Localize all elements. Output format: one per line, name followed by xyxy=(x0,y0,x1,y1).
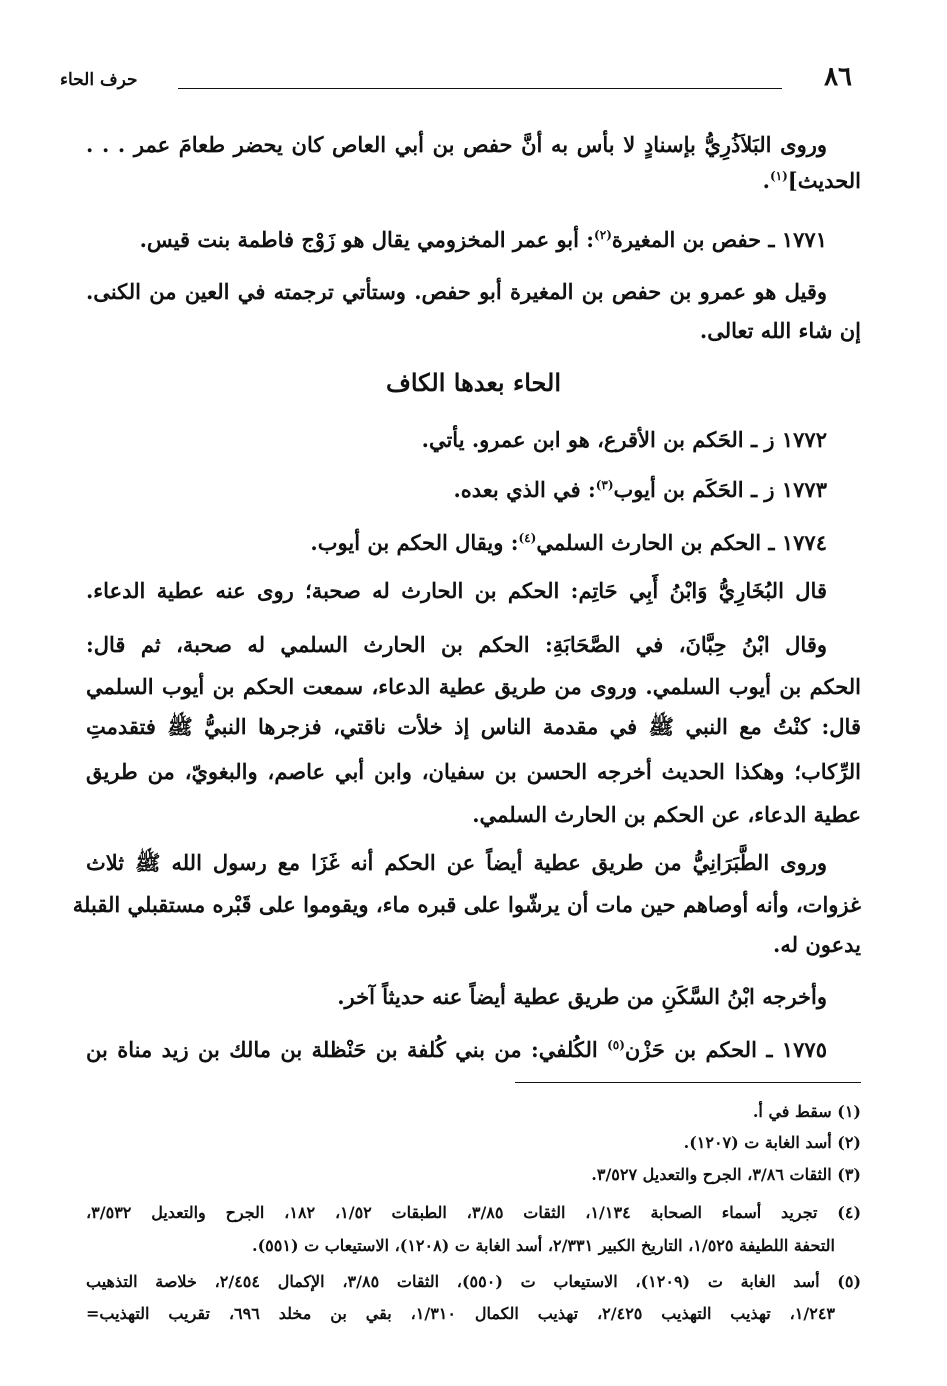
footnote-2: (٢) أسد الغابة ت (١٢٠٧). xyxy=(683,1133,861,1152)
entry-1775 xyxy=(86,1035,827,1065)
entry-text: : ويقال الحكم بن أيوب. xyxy=(310,530,519,555)
entry-1772: ١٧٧٢ ز ـ الحَكم بن الأقرع، هو ابن عمرو. يأتي. xyxy=(421,427,827,452)
footnote-ref: (٣) xyxy=(595,478,614,492)
section-title: الحاء بعدها الكاف xyxy=(385,368,562,397)
text-span: . xyxy=(762,168,770,193)
paragraph-line: وروى الطَّبَرَانِيُّ من طريق عطية أيضاً عن الحكم أنه غَزَا مع رسول الله ﷺ ثلاث xyxy=(86,850,827,875)
entry-1774 xyxy=(86,528,827,558)
text-span: الحديث] xyxy=(787,168,861,193)
entry-text: : في الذي بعده. xyxy=(453,477,596,502)
paragraph-line: الرِّكاب؛ وهكذا الحديث أخرجه الحسن بن سفيان، وابن أبي عاصم، والبغويّ، من طريق xyxy=(86,759,861,784)
footnote-1: (١) سقط في أ. xyxy=(752,1102,861,1121)
footnote-ref: (٢) xyxy=(594,228,612,242)
header-rule xyxy=(178,88,782,89)
paragraph-line: وروى البَلاَذُرِيُّ بإسنادٍ لا بأس به أنَّ حفص بن أبي العاص كان يحضر طعامَ عمر . . . xyxy=(86,132,827,157)
footnote-rule xyxy=(515,1082,861,1083)
entry-1771 xyxy=(86,225,827,255)
paragraph-line: قال: كنْتُ مع النبي ﷺ في مقدمة الناس إذ خلأت ناقتي، فزجرها النبيُّ ﷺ فتقدمتِ xyxy=(86,714,861,739)
footnote-4-cont: التحفة اللطيفة ١/٥٢٥، التاريخ الكبير ٢/٣٣١، أسد الغابة ت (١٢٠٨)، الاستيعاب ت (٥٥١). xyxy=(252,1236,835,1255)
entry-text: : أبو عمر المخزومي يقال هو زَوْج فاطمة بنت قيس. xyxy=(139,227,595,252)
paragraph-line: إن شاء الله تعالى. xyxy=(699,318,861,343)
paragraph-line: وقال ابْنُ حِبَّانَ، في الصَّحَابَةِ: الحكم بن الحارث السلمي له صحبة، ثم قال: xyxy=(86,632,827,657)
paragraph-line: وقيل هو عمرو بن حفص بن المغيرة أبو حفص. وستأتي ترجمته في العين من الكنى. xyxy=(86,279,827,304)
footnote-ref: (٥) xyxy=(607,1038,625,1052)
entry-head: ١٧٧٤ ـ الحكم بن الحارث السلمي xyxy=(536,530,827,555)
paragraph-line: قال البُخَارِيُّ وَابْنُ أَبِي حَاتِم: الحكم بن الحارث له صحبة؛ روى عنه عطية الدعاء. xyxy=(86,578,827,603)
footnote-4: (٤) تجريد أسماء الصحابة ١/١٣٤، الثقات ٣/٨٥، الطبقات ١/٥٢، ١٨٢، الجرح والتعديل ٣/٥٣٢، xyxy=(86,1203,862,1222)
page-header xyxy=(60,62,852,98)
paragraph-line: عطية الدعاء، عن الحكم بن الحارث السلمي. xyxy=(472,802,861,827)
entry-head: ١٧٧٥ ـ الحكم بن حَزْن xyxy=(624,1037,827,1062)
paragraph-line: غزوات، وأنه أوصاهم حين مات أن يرشّوا على قبره ماء، ويقوموا على قَبْره مستقبلي القبلة xyxy=(72,892,861,917)
footnote-5-cont: ١/٢٤٣، تهذيب التهذيب ٢/٤٢٥، تهذيب الكمال ١/٣١٠، بقي بن مخلد ٦٩٦، تقريب التهذيب= xyxy=(86,1304,835,1323)
entry-head: ١٧٧٣ ز ـ الحَكَم بن أيوب xyxy=(613,477,827,502)
entry-name: حفص بن المغيرة xyxy=(611,227,762,252)
footnote-ref: (١) xyxy=(769,169,788,183)
footnote-3: (٣) الثقات ٣/٨٦، الجرح والتعديل ٣/٥٢٧. xyxy=(591,1165,861,1184)
footnote-ref: (٤) xyxy=(518,531,537,545)
footnote-5: (٥) أسد الغابة ت (١٢٠٩)، الاستيعاب ت (٥٥٠)، الثقات ٣/٨٥، الإكمال ٢/٤٥٤، خلاصة التذهيب xyxy=(86,1272,862,1291)
paragraph-line xyxy=(86,166,861,196)
paragraph-line: وأخرجه ابْنُ السَّكَنِ من طريق عطية أيضاً عنه حديثاً آخر. xyxy=(337,984,827,1009)
paragraph-line: الحكم بن أيوب السلمي. وروى من طريق عطية الدعاء، سمعت الحكم بن أيوب السلمي xyxy=(86,674,861,699)
entry-nisba: الكُلفي xyxy=(538,1037,598,1062)
entry-text: : من بني كُلفة بن حَنْظلة بن مالك بن زيد مناة بن xyxy=(86,1037,539,1062)
page-number: ٨٦ xyxy=(824,62,852,92)
entry-number: ١٧٧١ ـ xyxy=(768,227,827,252)
running-title: حرف الحاء xyxy=(60,70,138,90)
entry-1773 xyxy=(86,475,827,505)
paragraph-line: يدعون له. xyxy=(773,932,861,957)
